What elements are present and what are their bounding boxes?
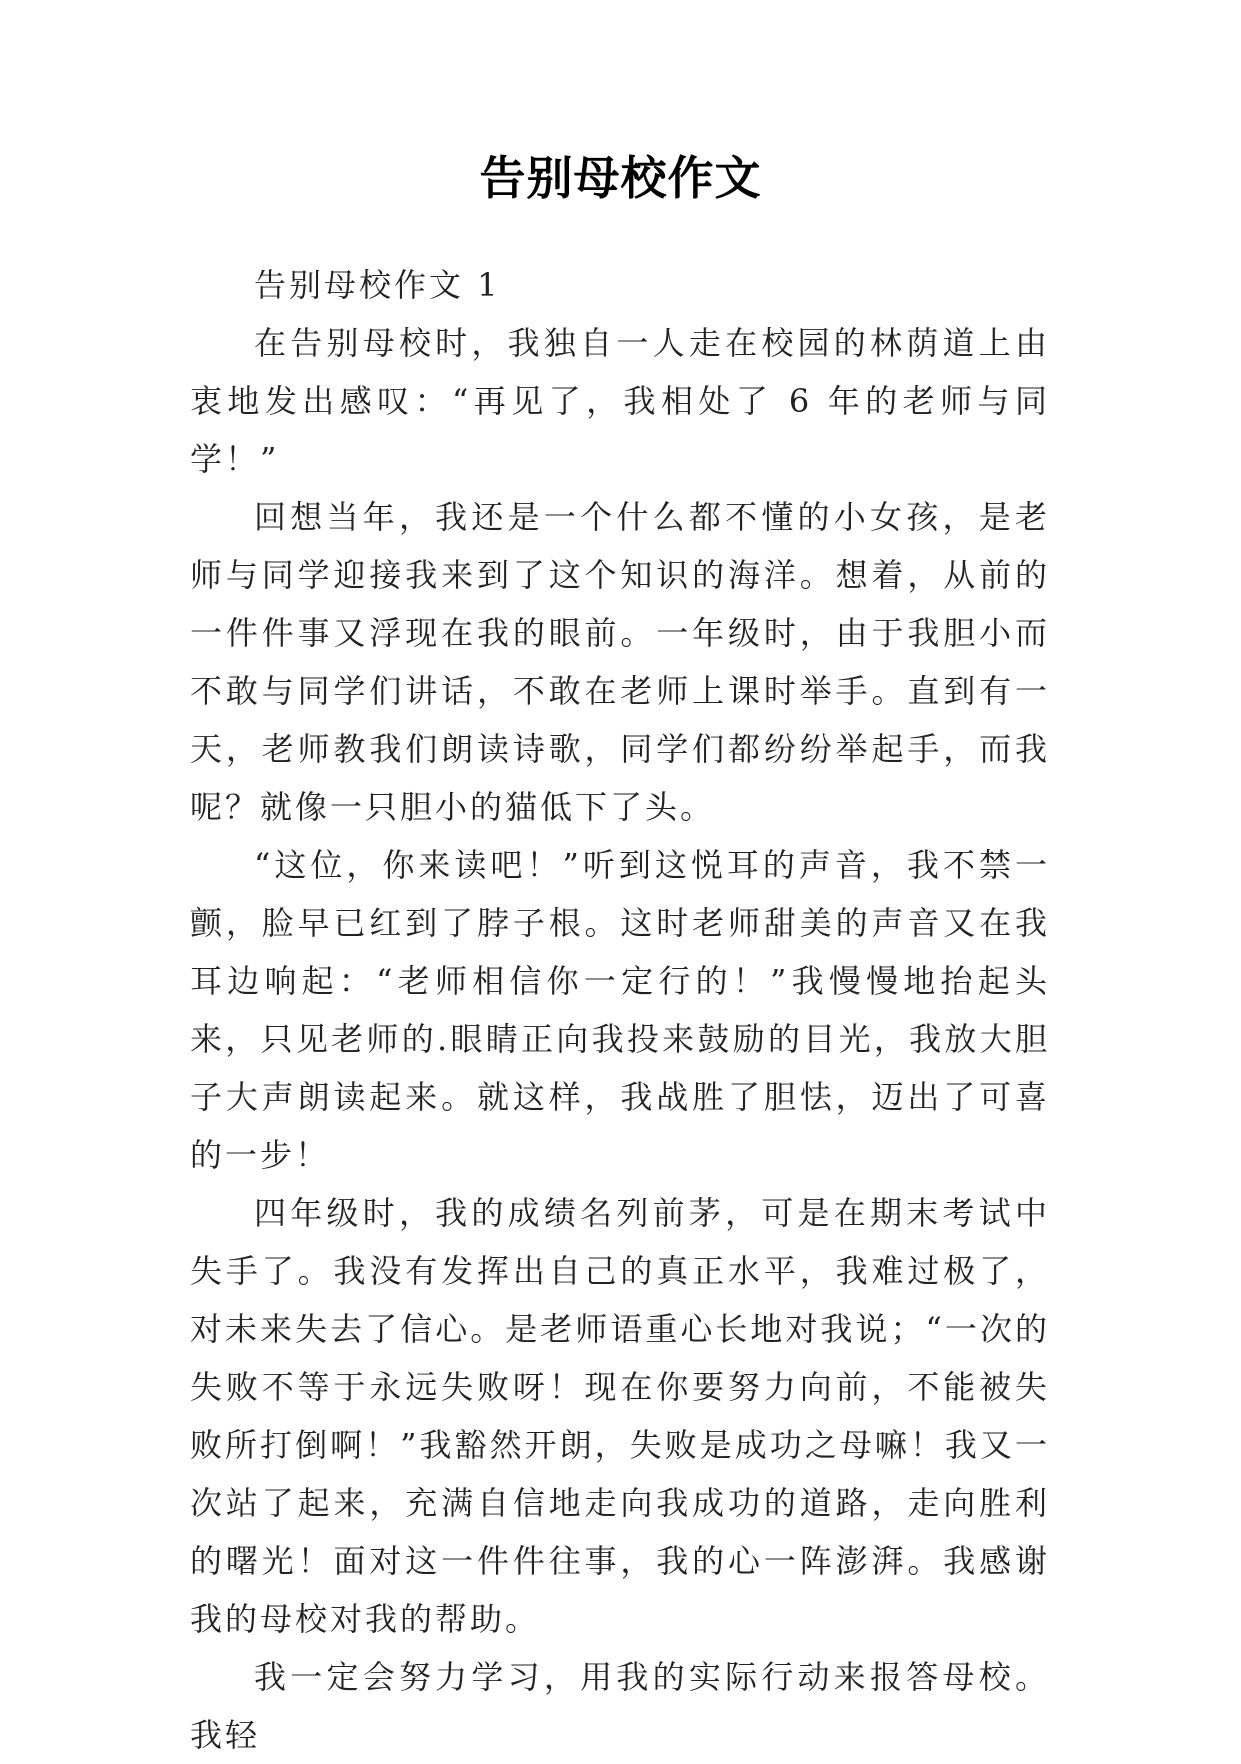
document-body [190,256,1050,1764]
paragraph: 回想当年，我还是一个什么都不懂的小女孩，是老师与同学迎接我来到了这个知识的海洋。想着，从前的一件件事又浮现在我的眼前。一年级时，由于我胆小而不敢与同学们讲话，不敢在老师上课时举手。直到有一天，老师教我们朗读诗歌，同学们都纷纷举起手，而我呢？就像一只胆小的猫低下了头。 [190,498,1050,826]
paragraph: “这位，你来读吧！”听到这悦耳的声音，我不禁一颤，脸早已红到了脖子根。这时老师甜美的声音又在我耳边响起：“老师相信你一定行的！”我慢慢地抬起头来，只见老师的.眼睛正向我投来鼓励的目光，我放大胆子大声朗读起来。就这样，我战胜了胆怯，迈出了可喜的一步！ [190,846,1050,1174]
section-heading: 告别母校作文 1 [254,266,501,304]
paragraph: 在告别母校时，我独自一人走在校园的林荫道上由衷地发出感叹：“再见了，我相处了 6 年的老师与同学！” [190,324,1050,478]
paragraph: 我一定会努力学习，用我的实际行动来报答母校。我轻 [190,1658,1050,1754]
paragraph: 四年级时，我的成绩名列前茅，可是在期末考试中失手了。我没有发挥出自己的真正水平，我难过极了，对未来失去了信心。是老师语重心长地对我说；“一次的失败不等于永远失败呀！现在你要努力向前，不能被失败所打倒啊！”我豁然开朗，失败是成功之母嘛！我又一次站了起来，充满自信地走向我成功的道路，走向胜利的曙光！面对这一件件往事，我的心一阵澎湃。我感谢我的母校对我的帮助。 [190,1194,1050,1638]
document-title: 告别母校作文 [479,151,762,205]
